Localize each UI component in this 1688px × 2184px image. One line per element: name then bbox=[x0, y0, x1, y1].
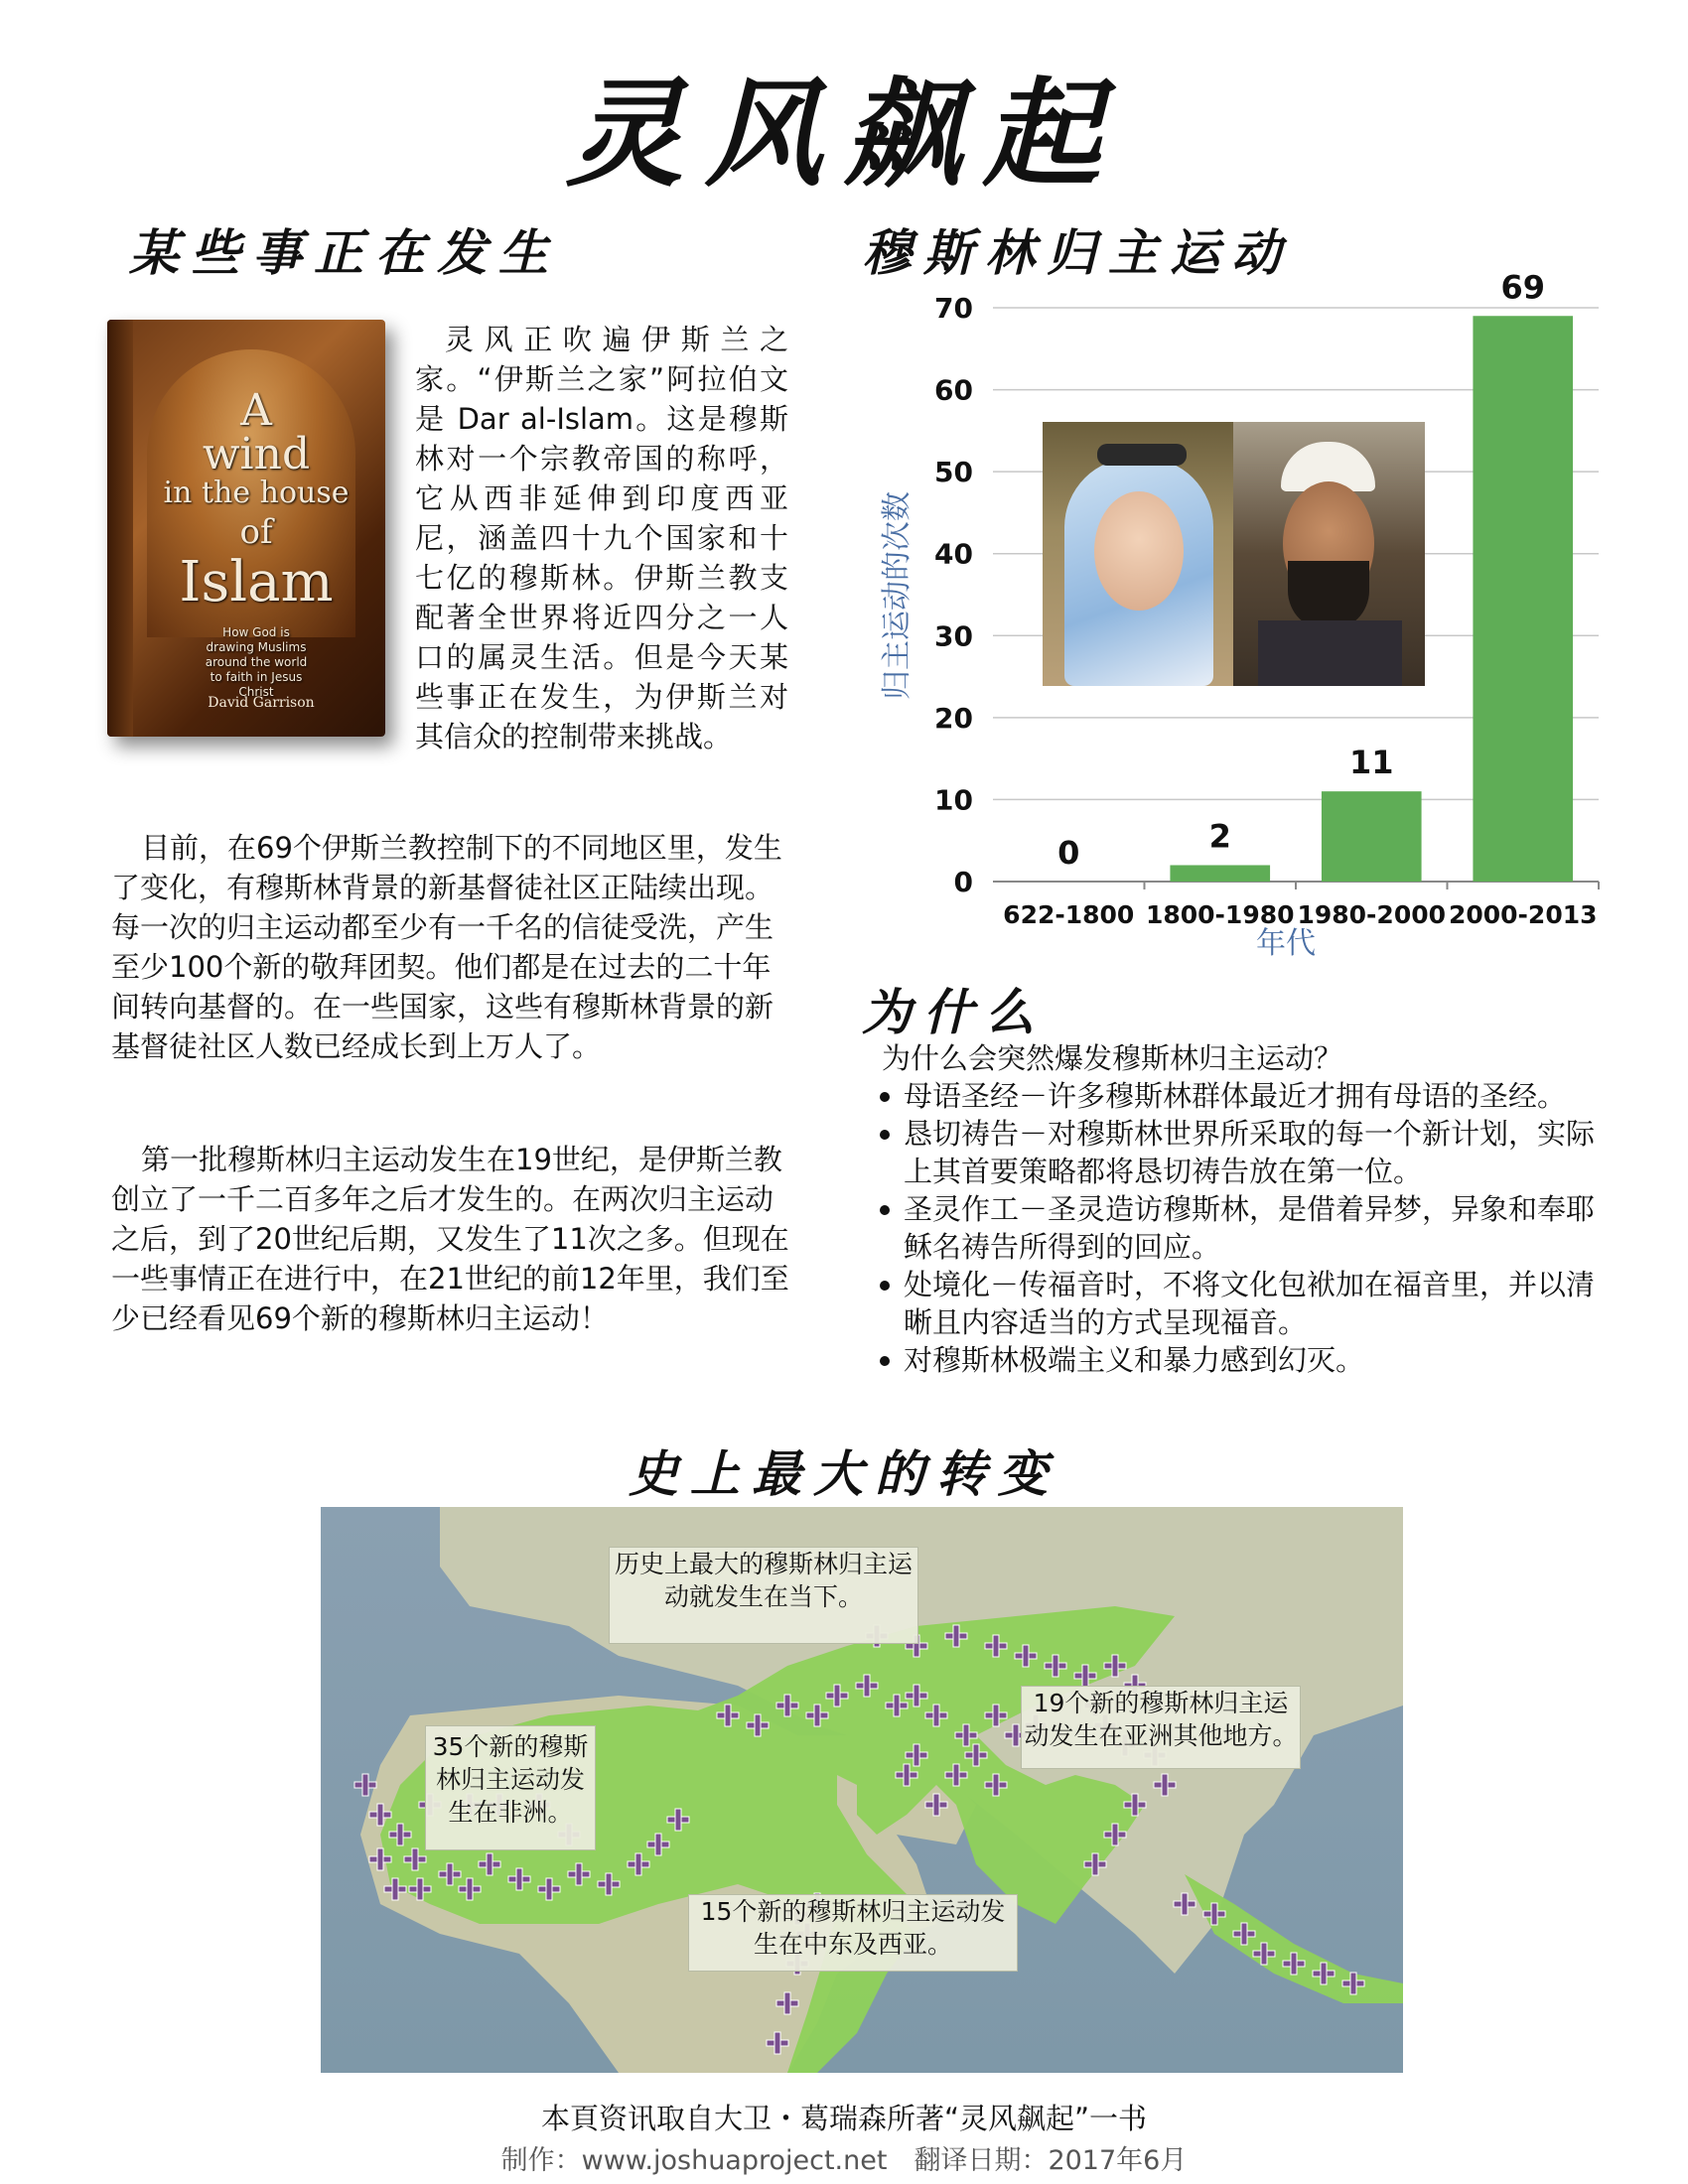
chart-data-label: 69 bbox=[1500, 268, 1546, 307]
chart-data-label: 2 bbox=[1208, 817, 1231, 856]
book-title-line: Islam bbox=[179, 550, 334, 614]
book-title-line: A bbox=[240, 385, 272, 436]
source-note: 本頁资讯取自大卫・葛瑞森所著“灵风飙起”一书 bbox=[540, 2102, 1148, 2135]
chart-y-tick-label: 50 bbox=[934, 456, 973, 489]
bullet-text: 母语圣经－许多穆斯林群体最近才拥有母语的圣经。 bbox=[904, 1079, 1567, 1113]
bullet-text: 处境化－传福音时，不将文化包袱加在福音里，并以清晰且内容适当的方式呈现福音。 bbox=[904, 1268, 1596, 1339]
chart-bar bbox=[1322, 791, 1422, 882]
chart-y-ticks bbox=[934, 292, 973, 898]
book-subtitle: How God is drawing Muslims around the world to faith in Jesus Christ bbox=[205, 625, 308, 699]
chart-y-tick-label: 60 bbox=[934, 373, 973, 407]
world-map bbox=[321, 1507, 1403, 2073]
bullet-text: 圣灵作工－圣灵造访穆斯林，是借着异梦，异象和奉耶稣名祷告所得到的回应。 bbox=[904, 1192, 1596, 1264]
chart-heading: 穆斯林归主运动 bbox=[862, 223, 1293, 282]
chart-y-tick-label: 30 bbox=[934, 619, 973, 653]
list-item bbox=[872, 1115, 1607, 1190]
chart-x-tick-label: 2000-2013 bbox=[1448, 900, 1598, 929]
chart-data-label: 11 bbox=[1348, 744, 1394, 782]
chart-data-label: 0 bbox=[1057, 834, 1080, 872]
paragraph-conversion-communities: 目前，在69个伊斯兰教控制下的不同地区里，发生了变化，有穆斯林背景的新基督徒社区正陆续出现。每一次的归主运动都至少有一千名的信徒受洗，产生至少100个新的敬拜团契。他们都是在过去的二十年间转向基督的。在一些国家，这些有穆斯林背景的新基督徒社区人数已经成长到上万人了。 bbox=[111, 831, 782, 1063]
credit-note: 制作：www.joshuaproject.net 翻译日期：2017年6月 bbox=[500, 2145, 1188, 2176]
chart-bar bbox=[1170, 865, 1270, 882]
book-cover-image bbox=[107, 320, 385, 737]
book-title bbox=[147, 385, 365, 700]
paragraph-history: 第一批穆斯林归主运动发生在19世纪，是伊斯兰教创立了一千二百多年之后才发生的。在两次归主运动之后，到了20世纪后期，又发生了11次之多。但现在一些事情正在进行中，在21世纪的前12年里，我们至少已经看见69个新的穆斯林归主运动！ bbox=[111, 1143, 789, 1335]
book-title-line: of bbox=[239, 512, 273, 552]
chart-x-ticks bbox=[1003, 882, 1599, 929]
man-portrait bbox=[1233, 422, 1425, 686]
woman-portrait bbox=[1043, 422, 1233, 686]
chart-x-tick-label: 622-1800 bbox=[1003, 900, 1135, 929]
chart-x-tick-label: 1800-1980 bbox=[1145, 900, 1295, 929]
bullet-text: 恳切祷告－对穆斯林世界所采取的每一个新计划，实际上其首要策略都将恳切祷告放在第一位。 bbox=[904, 1117, 1596, 1188]
list-item bbox=[872, 1341, 1607, 1379]
callout-mideast: 15个新的穆斯林归主运动发生在中东及西亚。 bbox=[688, 1894, 1018, 1972]
list-item bbox=[872, 1077, 1607, 1115]
callout-largest: 历史上最大的穆斯林归主运动就发生在当下。 bbox=[609, 1547, 918, 1644]
book-title-line: wind bbox=[202, 429, 311, 479]
intro-paragraph: 灵风正吹遍伊斯兰之家。“伊斯兰之家”阿拉伯文是 Dar al-Islam。这是穆斯林对一个宗教帝国的称呼，它从西非延伸到印度西亚尼，涵盖四十九个国家和十七亿的穆斯林。伊斯兰教支配著全世界将近四分之一人口的属灵生活。但是今天某些事正在发生，为伊斯兰对其信众的控制带来挑战。 bbox=[415, 323, 788, 753]
chart-y-tick-label: 40 bbox=[934, 537, 973, 571]
map-heading: 史上最大的转变 bbox=[629, 1444, 1059, 1503]
chart-bar bbox=[1473, 316, 1573, 882]
why-bullet-list bbox=[872, 1077, 1607, 1379]
book-title-line: in the house bbox=[163, 476, 350, 510]
why-question: 为什么会突然爆发穆斯林归主运动？ bbox=[882, 1041, 1343, 1075]
book-author: David Garrison bbox=[208, 695, 315, 711]
chart-x-axis-label: 年代 bbox=[1256, 926, 1316, 961]
bullet-text: 对穆斯林极端主义和暴力感到幻灭。 bbox=[904, 1343, 1365, 1377]
chart-x-tick-label: 1980-2000 bbox=[1297, 900, 1447, 929]
list-item bbox=[872, 1190, 1607, 1266]
page-title: 灵风飙起 bbox=[565, 65, 1122, 203]
chart-y-tick-label: 0 bbox=[953, 866, 973, 898]
left-section-heading: 某些事正在发生 bbox=[129, 223, 560, 282]
callout-africa: 35个新的穆斯林归主运动发生在非洲。 bbox=[425, 1725, 596, 1850]
muslim-portraits-photo bbox=[1043, 422, 1425, 686]
chart-y-axis-label: 归主运动的次数 bbox=[880, 491, 914, 700]
book-spine bbox=[107, 320, 133, 737]
chart-y-tick-label: 10 bbox=[934, 783, 973, 817]
why-heading: 为什么 bbox=[862, 983, 1047, 1041]
chart-y-tick-label: 20 bbox=[934, 701, 973, 735]
callout-asia: 19个新的穆斯林归主运动发生在亚洲其他地方。 bbox=[1021, 1686, 1301, 1769]
chart-y-tick-label: 70 bbox=[934, 292, 973, 325]
list-item bbox=[872, 1266, 1607, 1341]
